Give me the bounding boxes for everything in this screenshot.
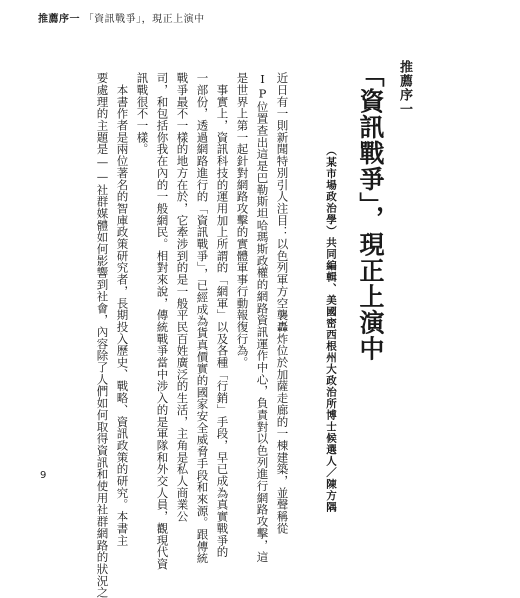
body-line: IP位置查出這是巴勒斯坦哈瑪斯政權的網路資訊運作中心，負責對以色列進行網路攻擊，這 [255,72,270,563]
body-line: 要處理的主題是——社群媒體如何影響到社會，內容除了人們如何取得資訊和使用社群網路的狀況之 [95,72,110,598]
body-line: 本書作者是兩位著名的智庫政策研究者，長期投入歷史、戰略、資訊政策的研究。本書主 [115,72,130,546]
preface-byline: （某市場政治學）共同編輯、美國密西根州大政治所博士候選人／陳方隅 [325,145,337,513]
preface-label: 推薦序一 [397,60,412,116]
body-line: 事實上，資訊科技的運用加上所謂的「網軍」以及各種「行銷」手段，早已成為真實戰爭的 [215,72,230,558]
body-line: 一部份，透過網路進行的「資訊戰爭」，已經成為貨真價實的國家安全威脅手段和來源。跟傳統 [195,72,210,564]
running-header-title: 「資訊戰爭」，現正上演中 [83,14,205,25]
running-header [38,10,205,25]
preface-title: 「資訊戰爭」，現正上演中 [356,62,385,362]
page-number: 9 [40,470,47,481]
body-line: 是世界上第一起針對網路攻擊的實體軍事行動報復行為。 [235,72,250,369]
body-line: 戰爭最不一樣的地方在於，它牽涉到的是一般平民百姓廣泛的生活，主角是私人商業公 [175,72,190,523]
body-line: 近日有一則新聞特別引人注目：以色列軍方空襲轟炸位於加薩走廊的一棟建築，並聲稱從 [275,72,290,535]
body-line: 訊戰很不一樣。 [135,72,150,155]
running-header-section: 推薦序一 [38,14,80,25]
body-line: 司，和包括你我在內的一般網民。相對來說，傳統戰爭當中涉入的是軍隊和外交人員，觀現代資 [155,72,170,570]
